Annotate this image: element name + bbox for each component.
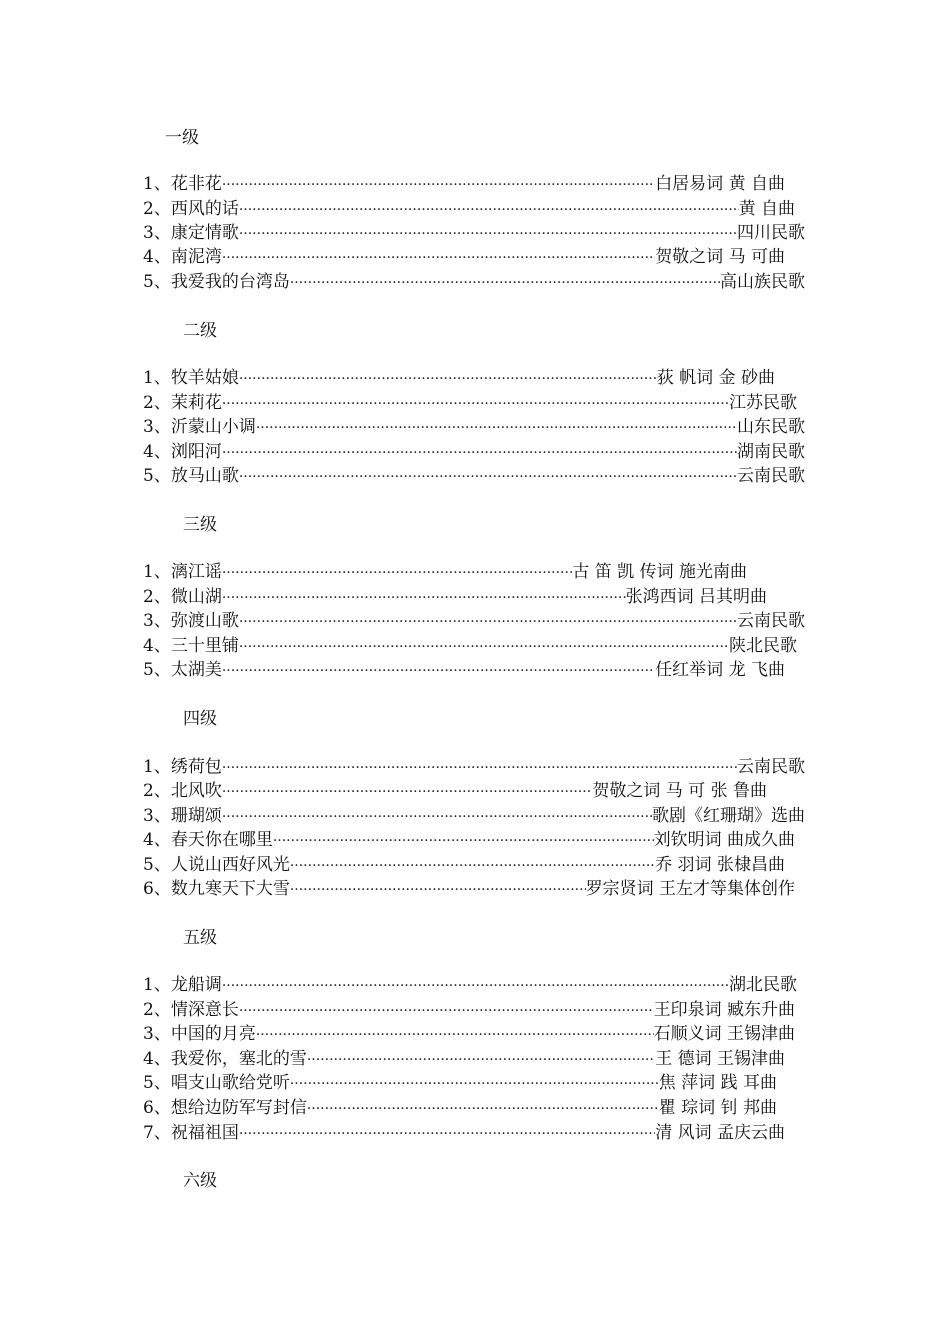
song-number: 2、 [143, 1000, 171, 1020]
song-credit: 陕北民歌 [729, 636, 797, 656]
song-credit: 湖北民歌 [729, 975, 797, 995]
song-number: 2、 [143, 199, 171, 219]
song-title: 浏阳河 [170, 442, 222, 462]
song-credit: 瞿 琮词 钊 邦曲 [658, 1098, 777, 1118]
dot-leader [273, 829, 654, 853]
song-number: 3、 [143, 223, 171, 243]
song-title: 康定情歌 [170, 223, 239, 243]
song-credit: 贺敬之词 马 可曲 [655, 247, 785, 267]
list-item [143, 1071, 777, 1095]
song-credit: 乔 羽词 张棣昌曲 [655, 855, 785, 875]
song-credit: 石顺义词 王锡津曲 [653, 1024, 795, 1044]
level-heading-2: 二级 [183, 321, 217, 341]
song-number: 1、 [143, 562, 171, 582]
list-item [143, 877, 795, 901]
song-credit: 清 风词 孟庆云曲 [655, 1123, 785, 1143]
dot-leader [290, 271, 720, 295]
list-item [143, 366, 775, 390]
list-item [143, 853, 785, 877]
list-item [143, 1121, 785, 1145]
song-number: 4、 [143, 442, 171, 462]
song-number: 1、 [143, 757, 171, 777]
list-item [143, 464, 805, 488]
dot-leader [307, 1048, 655, 1072]
song-number: 2、 [143, 781, 171, 801]
song-credit: 云南民歌 [737, 757, 805, 777]
song-number: 7、 [143, 1123, 171, 1143]
song-number: 1、 [143, 975, 171, 995]
dot-leader [239, 610, 737, 634]
list-item [143, 804, 805, 828]
song-title: 数九寒天下大雪 [170, 879, 290, 899]
song-title: 南泥湾 [170, 247, 222, 267]
dot-leader [222, 780, 593, 804]
song-title: 绣荷包 [170, 757, 222, 777]
song-number: 5、 [143, 466, 171, 486]
song-title: 三十里铺 [170, 636, 239, 656]
song-credit: 王 德词 王锡津曲 [655, 1049, 785, 1069]
dot-leader [222, 392, 729, 416]
list-item [143, 560, 747, 584]
song-credit: 黄 自曲 [738, 199, 795, 219]
dot-leader [307, 1097, 659, 1121]
song-title: 龙船调 [170, 975, 222, 995]
song-title: 北风吹 [170, 781, 222, 801]
song-title: 西风的话 [170, 199, 239, 219]
song-title: 牧羊姑娘 [170, 368, 239, 388]
song-title: 唱支山歌给党听 [170, 1073, 290, 1093]
song-title: 中国的月亮 [170, 1024, 256, 1044]
dot-leader [222, 441, 737, 465]
dot-leader [239, 367, 657, 391]
dot-leader [222, 586, 626, 610]
song-credit: 山东民歌 [737, 417, 805, 437]
song-title: 人说山西好风光 [170, 855, 290, 875]
song-number: 1、 [143, 368, 171, 388]
song-credit: 罗宗贤词 王左才等集体创作 [585, 879, 795, 899]
list-item [143, 585, 767, 609]
song-title: 春天你在哪里 [170, 830, 273, 850]
song-number: 5、 [143, 660, 171, 680]
song-credit: 江苏民歌 [729, 393, 797, 413]
list-item [143, 415, 805, 439]
dot-leader [222, 246, 655, 270]
song-number: 3、 [143, 611, 171, 631]
level-heading-1: 一级 [165, 128, 199, 148]
level-heading-4: 四级 [183, 709, 217, 729]
song-number: 5、 [143, 1073, 171, 1093]
list-item [143, 634, 797, 658]
level-heading-3: 三级 [183, 515, 217, 535]
song-title: 微山湖 [170, 587, 222, 607]
level-heading-6: 六级 [183, 1171, 217, 1191]
song-title: 想给边防军写封信 [170, 1098, 307, 1118]
dot-leader [256, 416, 737, 440]
song-credit: 王印泉词 臧东升曲 [653, 1000, 795, 1020]
song-title: 放马山歌 [170, 466, 239, 486]
list-item [143, 973, 797, 997]
song-credit: 白居易词 黄 自曲 [655, 174, 785, 194]
list-item [143, 1022, 795, 1046]
dot-leader [222, 974, 729, 998]
song-title: 太湖美 [170, 660, 222, 680]
dot-leader [222, 805, 652, 829]
list-item [143, 828, 795, 852]
song-title: 祝福祖国 [170, 1123, 239, 1143]
dot-leader [222, 756, 737, 780]
dot-leader [239, 198, 739, 222]
dot-leader [239, 999, 654, 1023]
list-item [143, 172, 785, 196]
dot-leader [222, 659, 655, 683]
dot-leader [239, 465, 737, 489]
song-credit: 湖南民歌 [737, 442, 805, 462]
song-title: 珊瑚颂 [170, 806, 222, 826]
song-number: 3、 [143, 806, 171, 826]
song-title: 茉莉花 [170, 393, 222, 413]
list-item [143, 270, 805, 294]
song-number: 3、 [143, 417, 171, 437]
dot-leader [222, 173, 655, 197]
list-item [143, 440, 805, 464]
song-credit: 任红举词 龙 飞曲 [655, 660, 785, 680]
song-credit: 刘钦明词 曲成久曲 [653, 830, 795, 850]
song-title: 情深意长 [170, 1000, 239, 1020]
song-title: 弥渡山歌 [170, 611, 239, 631]
song-number: 6、 [143, 879, 171, 899]
song-title: 漓江谣 [170, 562, 222, 582]
song-number: 5、 [143, 855, 171, 875]
song-number: 6、 [143, 1098, 171, 1118]
list-item [143, 391, 797, 415]
dot-leader [239, 635, 729, 659]
song-credit: 张鸿西词 吕其明曲 [625, 587, 767, 607]
list-item [143, 245, 785, 269]
song-credit: 贺敬之词 马 可 张 鲁曲 [592, 781, 767, 801]
song-number: 2、 [143, 587, 171, 607]
dot-leader [290, 854, 655, 878]
list-item [143, 197, 795, 221]
song-title: 我爱你，塞北的雪 [170, 1049, 307, 1069]
song-number: 4、 [143, 1049, 171, 1069]
list-item [143, 1096, 777, 1120]
song-number: 5、 [143, 272, 171, 292]
list-item [143, 221, 805, 245]
song-number: 4、 [143, 247, 171, 267]
dot-leader [239, 222, 737, 246]
song-credit: 古 笛 凯 传词 施光南曲 [572, 562, 747, 582]
list-item [143, 998, 795, 1022]
list-item [143, 755, 805, 779]
song-credit: 云南民歌 [737, 466, 805, 486]
song-credit: 荻 帆词 金 砂曲 [656, 368, 775, 388]
song-title: 沂蒙山小调 [170, 417, 256, 437]
list-item [143, 1047, 785, 1071]
song-number: 2、 [143, 393, 171, 413]
dot-leader [239, 1122, 655, 1146]
dot-leader [222, 561, 573, 585]
dot-leader [290, 878, 586, 902]
dot-leader [290, 1072, 659, 1096]
song-credit: 高山族民歌 [720, 272, 805, 292]
song-credit: 云南民歌 [737, 611, 805, 631]
song-credit: 歌剧《红珊瑚》选曲 [652, 806, 805, 826]
list-item [143, 658, 785, 682]
list-item [143, 609, 805, 633]
level-heading-5: 五级 [183, 928, 217, 948]
song-number: 3、 [143, 1024, 171, 1044]
song-number: 4、 [143, 636, 171, 656]
song-number: 1、 [143, 174, 171, 194]
list-item [143, 779, 767, 803]
song-credit: 焦 萍词 践 耳曲 [658, 1073, 777, 1093]
dot-leader [256, 1023, 654, 1047]
song-credit: 四川民歌 [737, 223, 805, 243]
song-title: 我爱我的台湾岛 [170, 272, 290, 292]
song-title: 花非花 [170, 174, 222, 194]
song-number: 4、 [143, 830, 171, 850]
